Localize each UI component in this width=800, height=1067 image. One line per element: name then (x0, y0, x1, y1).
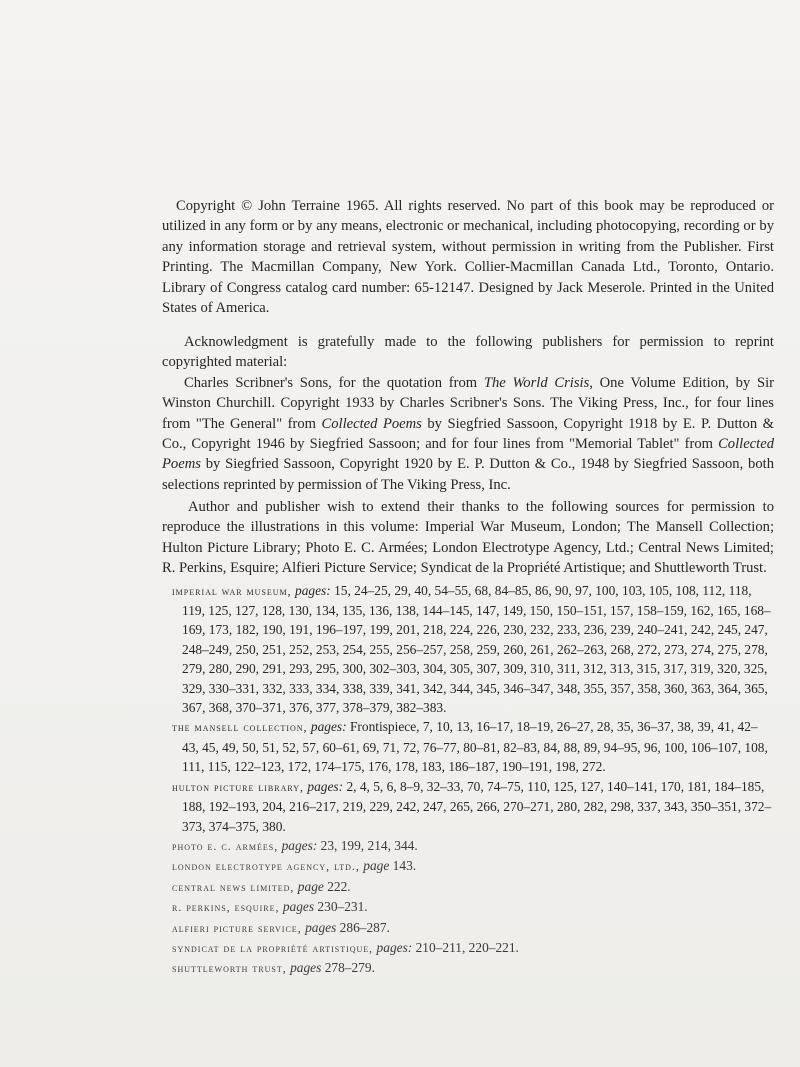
ack-title-world-crisis: The World Crisis, (483, 374, 593, 391)
credit-pages: 286–287. (339, 919, 390, 935)
credit-page-label: page (363, 858, 390, 874)
credit-entry (162, 836, 774, 856)
credit-entry (162, 856, 774, 876)
credit-entry (162, 897, 774, 917)
credit-page-label: pages (282, 899, 315, 915)
credit-pages: 23, 199, 214, 344. (320, 837, 418, 853)
credit-pages: 222. (327, 878, 351, 894)
credit-source: imperial war museum, (172, 583, 292, 598)
credit-entry (162, 958, 774, 978)
credit-pages: 210–211, 220–221. (415, 939, 519, 955)
credit-page-label: pages: (310, 719, 347, 735)
credit-entry (162, 938, 774, 958)
acknowledgment-intro: Acknowledgment is gratefully made to the following publishers for permission to reprint copyrighted material: (162, 334, 774, 371)
credit-page-label: pages: (295, 582, 331, 598)
credit-source: the mansell collection, (172, 720, 308, 735)
credit-pages: Frontispiece, 7, 10, 13, 16–17, 18–19, 26–27, 28, 35, 36–37, 38, 39, 41, 42–43, 45, 49, 50, 51, 52, 57, 60–61, 69, 71, 72, 76–77, 80–81, 82–83, 84, 88, 89, 94–95, 96, 100, 106–107, 108, 111, 115, 122–123, 172, 174–175, 176, 178, 183, 186–187, 190–191, 198, 272. (182, 719, 768, 775)
illustration-credits-section (162, 497, 774, 979)
credit-source: shuttleworth trust, (172, 961, 287, 976)
illustration-credits-intro: Author and publisher wish to extend their thanks to the following sources for permission to reproduce the illustrations in this volume: Imperial War Museum, London; The Mansell Collection; Hulton Picture Library; Photo E. C. Armées; London Electrotype Agency, Ltd.; Central News Limited; R. Perkins, Esquire; Alfieri Picture Service; Syndicat de la Propriété Artistique; and Shuttleworth Trust. (162, 499, 774, 577)
credit-entry (162, 877, 774, 897)
credit-entry (162, 777, 774, 836)
credit-page-label: pages: (307, 778, 344, 794)
credit-source: alfieri picture service, (172, 920, 302, 935)
credit-page-label: pages: (376, 939, 413, 955)
credit-entry (162, 717, 774, 776)
credit-pages: 143. (392, 858, 417, 874)
ack-text-4: by Siegfried Sassoon, Copyright 1920 by E. P. Dutton & Co., 1948 by Siegfried Sassoon, both selections reprinted by permission of The Viking Press, Inc. (162, 456, 774, 493)
credit-entry (162, 581, 774, 718)
ack-title-collected-poems-1: Collected Poems (321, 415, 422, 432)
credit-source: central news limited, (172, 879, 295, 894)
ack-text-2: One Volume Edition, by Sir Winston Churchill. Copyright 1933 by Charles Scribner's Sons. The Viking Press, Inc., for four lines from "The General" from (162, 374, 775, 432)
copyright-notice (162, 196, 774, 318)
acknowledgment-details (162, 373, 774, 495)
credit-page-label: pages: (281, 837, 318, 853)
credit-source: syndicat de la propriété artistique, (172, 940, 374, 955)
credit-source: r. perkins, esquire, (172, 900, 280, 915)
credit-pages: 230–231. (317, 899, 368, 915)
credit-pages: 15, 24–25, 29, 40, 54–55, 68, 84–85, 86, 90, 97, 100, 103, 105, 108, 112, 118, 119, 125, 127, 128, 130, 134, 135, 136, 138, 144–145, 147, 149, 150, 150–151, 157, 158–159, 162, 165, 168–169, 173, 182, 190, 191, 196–197, 199, 201, 218, 224, 226, 230, 232, 233, 236, 239, 240–241, 242, 245, 247, 248–249, 250, 251, 252, 253, 254, 255, 256–257, 258, 259, 260, 261, 262–263, 268, 272, 273, 274, 275, 278, 279, 280, 290, 291, 293, 295, 300, 302–303, 304, 305, 307, 309, 310, 311, 312, 313, 315, 317, 319, 320, 325, 329, 330–331, 332, 333, 334, 338, 339, 341, 342, 344, 345, 346–347, 348, 355, 357, 358, 360, 363, 364, 365, 367, 368, 370–371, 376, 377, 378–379, 382–383. (182, 582, 771, 716)
ack-title-collected-poems-2: Collected Poems (162, 436, 774, 473)
credit-page-label: page (297, 878, 324, 894)
credit-source: hulton picture library, (172, 779, 305, 794)
credit-entry (162, 918, 774, 938)
acknowledgment-section (162, 332, 774, 495)
credit-page-label: pages (290, 960, 322, 976)
credit-pages: 278–279. (324, 960, 375, 976)
ack-text-1: Charles Scribner's Sons, for the quotation from (184, 374, 484, 391)
copyright-text: Copyright © John Terraine 1965. All rights reserved. No part of this book may be reproduced or utilized in any form or by any means, electronic or mechanical, including photocopying, recording or by any information storage and retrieval system, without permission in writing from the Publisher. First Printing. The Macmillan Company, New York. Collier-Macmillan Canada Ltd., Toronto, Ontario. Library of Congress catalog card number: 65-12147. Designed by Jack Meserole. Printed in the United States of America. (162, 198, 774, 317)
credit-page-label: pages (305, 919, 337, 935)
credit-source: photo e. c. armées, (172, 838, 279, 853)
credit-source: london electrotype agency, ltd., (172, 859, 360, 874)
credit-pages: 2, 4, 5, 6, 8–9, 32–33, 70, 74–75, 110, 125, 127, 140–141, 170, 181, 184–185, 188, 192–193, 204, 216–217, 219, 229, 242, 247, 265, 266, 270–271, 280, 282, 298, 337, 343, 350–351, 372–373, 374–375, 380. (182, 778, 772, 834)
ack-text-3: by Siegfried Sassoon, Copyright 1918 by E. P. Dutton & Co., Copyright 1946 by Siegfried Sassoon; and for four lines from "Memorial Tablet" from (162, 415, 774, 453)
